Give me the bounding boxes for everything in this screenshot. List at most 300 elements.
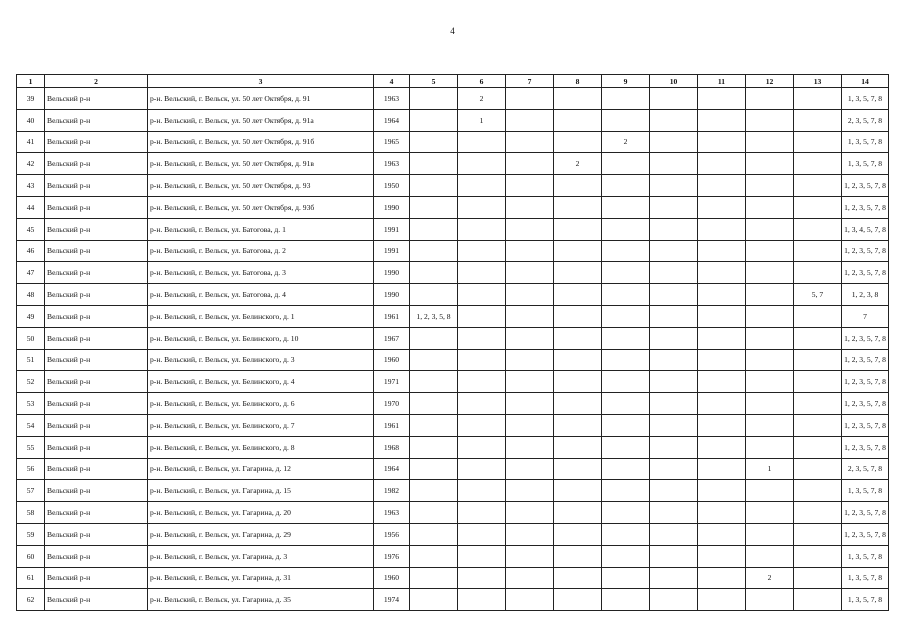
cell-col-9 [602,523,650,545]
cell-col-14: 1, 2, 3, 5, 7, 8 [842,240,889,262]
cell-col-13 [794,458,842,480]
table-row [17,196,889,218]
cell-col-3: р-н. Вельский, г. Вельск, ул. 50 лет Октября, д. 91 [148,88,374,110]
cell-col-4: 1982 [374,480,410,502]
cell-col-8 [554,480,602,502]
cell-col-11 [698,218,746,240]
cell-col-6 [458,305,506,327]
cell-col-4: 1971 [374,371,410,393]
cell-col-14: 1, 3, 5, 7, 8 [842,88,889,110]
cell-col-2: Вельский р-н [45,218,148,240]
cell-col-10 [650,218,698,240]
cell-col-11 [698,371,746,393]
cell-col-2: Вельский р-н [45,327,148,349]
cell-col-14: 1, 2, 3, 5, 7, 8 [842,175,889,197]
cell-col-2: Вельский р-н [45,545,148,567]
cell-col-3: р-н. Вельский, г. Вельск, ул. Гагарина, д. 29 [148,523,374,545]
cell-col-2: Вельский р-н [45,458,148,480]
cell-col-7 [506,109,554,131]
cell-col-10 [650,284,698,306]
cell-col-6 [458,436,506,458]
cell-col-14: 1, 2, 3, 5, 7, 8 [842,349,889,371]
cell-col-11 [698,349,746,371]
cell-col-2: Вельский р-н [45,175,148,197]
cell-col-9 [602,262,650,284]
cell-col-12 [746,371,794,393]
cell-col-2: Вельский р-н [45,153,148,175]
cell-col-5 [410,175,458,197]
cell-col-12 [746,175,794,197]
cell-col-13 [794,414,842,436]
cell-col-6: 2 [458,88,506,110]
column-header-3: 3 [148,75,374,88]
cell-col-7 [506,436,554,458]
cell-col-9 [602,458,650,480]
column-header-2: 2 [45,75,148,88]
cell-col-11 [698,196,746,218]
cell-col-5 [410,589,458,611]
column-header-1: 1 [17,75,45,88]
cell-col-10 [650,196,698,218]
cell-col-7 [506,284,554,306]
column-header-4: 4 [374,75,410,88]
cell-col-3: р-н. Вельский, г. Вельск, ул. Гагарина, д. 35 [148,589,374,611]
cell-col-6 [458,458,506,480]
cell-col-10 [650,305,698,327]
cell-col-11 [698,327,746,349]
cell-col-5 [410,131,458,153]
cell-col-9 [602,589,650,611]
cell-col-13 [794,196,842,218]
table-row [17,284,889,306]
cell-col-8 [554,196,602,218]
cell-col-1: 60 [17,545,45,567]
cell-col-1: 44 [17,196,45,218]
cell-col-1: 47 [17,262,45,284]
column-header-6: 6 [458,75,506,88]
cell-col-12: 2 [746,567,794,589]
cell-col-5: 1, 2, 3, 5, 8 [410,305,458,327]
cell-col-10 [650,153,698,175]
cell-col-1: 54 [17,414,45,436]
cell-col-1: 50 [17,327,45,349]
cell-col-12 [746,327,794,349]
cell-col-12 [746,523,794,545]
cell-col-10 [650,545,698,567]
cell-col-4: 1974 [374,589,410,611]
cell-col-6 [458,480,506,502]
cell-col-12: 1 [746,458,794,480]
cell-col-7 [506,196,554,218]
cell-col-8 [554,262,602,284]
cell-col-5 [410,109,458,131]
cell-col-13: 5, 7 [794,284,842,306]
cell-col-7 [506,480,554,502]
cell-col-6 [458,262,506,284]
cell-col-3: р-н. Вельский, г. Вельск, ул. Белинского, д. 1 [148,305,374,327]
cell-col-14: 1, 3, 5, 7, 8 [842,567,889,589]
cell-col-9 [602,88,650,110]
cell-col-14: 1, 2, 3, 5, 7, 8 [842,414,889,436]
cell-col-3: р-н. Вельский, г. Вельск, ул. 50 лет Октября, д. 91а [148,109,374,131]
cell-col-11 [698,523,746,545]
cell-col-13 [794,88,842,110]
cell-col-9 [602,284,650,306]
cell-col-2: Вельский р-н [45,567,148,589]
cell-col-12 [746,88,794,110]
cell-col-6 [458,502,506,524]
cell-col-13 [794,327,842,349]
cell-col-6 [458,545,506,567]
cell-col-2: Вельский р-н [45,371,148,393]
cell-col-5 [410,436,458,458]
cell-col-5 [410,567,458,589]
cell-col-10 [650,502,698,524]
cell-col-5 [410,371,458,393]
table-row [17,436,889,458]
cell-col-1: 40 [17,109,45,131]
cell-col-7 [506,502,554,524]
cell-col-5 [410,284,458,306]
cell-col-9 [602,480,650,502]
cell-col-12 [746,196,794,218]
cell-col-7 [506,305,554,327]
cell-col-5 [410,349,458,371]
cell-col-13 [794,567,842,589]
cell-col-6 [458,153,506,175]
cell-col-14: 1, 3, 5, 7, 8 [842,153,889,175]
cell-col-12 [746,349,794,371]
cell-col-2: Вельский р-н [45,414,148,436]
cell-col-5 [410,502,458,524]
cell-col-8 [554,284,602,306]
cell-col-9 [602,218,650,240]
table-row [17,567,889,589]
cell-col-10 [650,371,698,393]
column-header-14: 14 [842,75,889,88]
cell-col-14: 2, 3, 5, 7, 8 [842,458,889,480]
cell-col-7 [506,327,554,349]
cell-col-10 [650,131,698,153]
cell-col-11 [698,175,746,197]
cell-col-11 [698,88,746,110]
cell-col-4: 1961 [374,305,410,327]
cell-col-13 [794,218,842,240]
cell-col-14: 1, 2, 3, 8 [842,284,889,306]
cell-col-12 [746,393,794,415]
cell-col-14: 1, 3, 5, 7, 8 [842,589,889,611]
cell-col-5 [410,414,458,436]
cell-col-4: 1956 [374,523,410,545]
cell-col-11 [698,284,746,306]
cell-col-13 [794,109,842,131]
cell-col-4: 1963 [374,88,410,110]
table-body [17,88,889,611]
cell-col-9 [602,327,650,349]
cell-col-5 [410,262,458,284]
cell-col-1: 59 [17,523,45,545]
cell-col-9 [602,175,650,197]
cell-col-7 [506,349,554,371]
cell-col-1: 45 [17,218,45,240]
cell-col-4: 1976 [374,545,410,567]
cell-col-13 [794,305,842,327]
cell-col-9: 2 [602,131,650,153]
cell-col-3: р-н. Вельский, г. Вельск, ул. 50 лет Октября, д. 93б [148,196,374,218]
cell-col-6: 1 [458,109,506,131]
column-header-5: 5 [410,75,458,88]
cell-col-5 [410,545,458,567]
cell-col-9 [602,567,650,589]
cell-col-13 [794,523,842,545]
cell-col-10 [650,240,698,262]
table-row [17,589,889,611]
table-row [17,305,889,327]
cell-col-8 [554,131,602,153]
cell-col-6 [458,218,506,240]
cell-col-4: 1968 [374,436,410,458]
cell-col-7 [506,153,554,175]
cell-col-11 [698,393,746,415]
cell-col-12 [746,240,794,262]
cell-col-6 [458,175,506,197]
cell-col-1: 61 [17,567,45,589]
cell-col-8 [554,240,602,262]
table-row [17,240,889,262]
cell-col-2: Вельский р-н [45,436,148,458]
cell-col-11 [698,153,746,175]
cell-col-5 [410,523,458,545]
cell-col-11 [698,240,746,262]
cell-col-3: р-н. Вельский, г. Вельск, ул. Гагарина, д. 3 [148,545,374,567]
cell-col-2: Вельский р-н [45,589,148,611]
cell-col-4: 1964 [374,458,410,480]
column-header-8: 8 [554,75,602,88]
cell-col-11 [698,502,746,524]
cell-col-5 [410,393,458,415]
cell-col-8 [554,436,602,458]
cell-col-3: р-н. Вельский, г. Вельск, ул. Гагарина, д. 12 [148,458,374,480]
cell-col-14: 1, 2, 3, 5, 7, 8 [842,502,889,524]
cell-col-9 [602,436,650,458]
table-row [17,349,889,371]
cell-col-14: 1, 2, 3, 5, 7, 8 [842,523,889,545]
cell-col-1: 52 [17,371,45,393]
cell-col-7 [506,414,554,436]
cell-col-11 [698,305,746,327]
cell-col-13 [794,436,842,458]
cell-col-12 [746,262,794,284]
cell-col-14: 1, 2, 3, 5, 7, 8 [842,393,889,415]
cell-col-7 [506,545,554,567]
cell-col-2: Вельский р-н [45,393,148,415]
cell-col-11 [698,545,746,567]
cell-col-7 [506,88,554,110]
cell-col-14: 1, 2, 3, 5, 7, 8 [842,196,889,218]
table-row [17,88,889,110]
cell-col-3: р-н. Вельский, г. Вельск, ул. Батогова, д. 3 [148,262,374,284]
cell-col-6 [458,589,506,611]
cell-col-4: 1950 [374,175,410,197]
cell-col-3: р-н. Вельский, г. Вельск, ул. Батогова, д. 2 [148,240,374,262]
cell-col-4: 1967 [374,327,410,349]
cell-col-2: Вельский р-н [45,305,148,327]
cell-col-9 [602,240,650,262]
cell-col-4: 1991 [374,218,410,240]
table-row [17,371,889,393]
cell-col-2: Вельский р-н [45,262,148,284]
cell-col-9 [602,393,650,415]
cell-col-8 [554,589,602,611]
cell-col-10 [650,436,698,458]
table-row [17,502,889,524]
cell-col-2: Вельский р-н [45,196,148,218]
cell-col-14: 1, 2, 3, 5, 7, 8 [842,436,889,458]
cell-col-4: 1963 [374,153,410,175]
cell-col-1: 57 [17,480,45,502]
cell-col-2: Вельский р-н [45,349,148,371]
cell-col-14: 1, 2, 3, 5, 7, 8 [842,327,889,349]
cell-col-8 [554,175,602,197]
cell-col-7 [506,240,554,262]
cell-col-13 [794,480,842,502]
table-row [17,393,889,415]
cell-col-4: 1960 [374,567,410,589]
cell-col-8 [554,545,602,567]
cell-col-1: 51 [17,349,45,371]
cell-col-9 [602,109,650,131]
cell-col-11 [698,131,746,153]
cell-col-4: 1990 [374,196,410,218]
cell-col-9 [602,305,650,327]
cell-col-13 [794,262,842,284]
cell-col-3: р-н. Вельский, г. Вельск, ул. Гагарина, д. 31 [148,567,374,589]
cell-col-3: р-н. Вельский, г. Вельск, ул. Белинского, д. 8 [148,436,374,458]
cell-col-10 [650,480,698,502]
cell-col-13 [794,349,842,371]
cell-col-4: 1960 [374,349,410,371]
cell-col-6 [458,371,506,393]
cell-col-11 [698,567,746,589]
cell-col-3: р-н. Вельский, г. Вельск, ул. Белинского, д. 7 [148,414,374,436]
cell-col-14: 1, 3, 5, 7, 8 [842,480,889,502]
cell-col-7 [506,175,554,197]
column-header-13: 13 [794,75,842,88]
cell-col-9 [602,196,650,218]
cell-col-10 [650,349,698,371]
cell-col-10 [650,567,698,589]
cell-col-3: р-н. Вельский, г. Вельск, ул. Белинского, д. 10 [148,327,374,349]
cell-col-3: р-н. Вельский, г. Вельск, ул. 50 лет Октября, д. 91в [148,153,374,175]
cell-col-9 [602,414,650,436]
cell-col-8 [554,523,602,545]
cell-col-6 [458,131,506,153]
cell-col-3: р-н. Вельский, г. Вельск, ул. Батогова, д. 1 [148,218,374,240]
cell-col-12 [746,502,794,524]
cell-col-1: 49 [17,305,45,327]
cell-col-8 [554,371,602,393]
cell-col-5 [410,196,458,218]
cell-col-4: 1964 [374,109,410,131]
cell-col-13 [794,175,842,197]
cell-col-14: 2, 3, 5, 7, 8 [842,109,889,131]
cell-col-12 [746,545,794,567]
table-row [17,153,889,175]
cell-col-3: р-н. Вельский, г. Вельск, ул. Гагарина, д. 15 [148,480,374,502]
cell-col-6 [458,393,506,415]
cell-col-13 [794,153,842,175]
cell-col-6 [458,414,506,436]
cell-col-12 [746,589,794,611]
cell-col-10 [650,393,698,415]
cell-col-10 [650,175,698,197]
cell-col-10 [650,327,698,349]
table-row [17,458,889,480]
column-header-10: 10 [650,75,698,88]
cell-col-14: 1, 2, 3, 5, 7, 8 [842,262,889,284]
cell-col-9 [602,371,650,393]
cell-col-1: 46 [17,240,45,262]
cell-col-8: 2 [554,153,602,175]
cell-col-8 [554,88,602,110]
cell-col-3: р-н. Вельский, г. Вельск, ул. 50 лет Октября, д. 91б [148,131,374,153]
cell-col-8 [554,327,602,349]
column-header-11: 11 [698,75,746,88]
cell-col-8 [554,502,602,524]
register-table [16,74,889,611]
cell-col-5 [410,218,458,240]
cell-col-3: р-н. Вельский, г. Вельск, ул. Белинского, д. 4 [148,371,374,393]
cell-col-1: 58 [17,502,45,524]
cell-col-1: 41 [17,131,45,153]
cell-col-13 [794,502,842,524]
cell-col-12 [746,436,794,458]
cell-col-11 [698,458,746,480]
cell-col-6 [458,240,506,262]
cell-col-11 [698,436,746,458]
cell-col-13 [794,393,842,415]
cell-col-5 [410,458,458,480]
cell-col-10 [650,458,698,480]
cell-col-10 [650,262,698,284]
table-row [17,175,889,197]
cell-col-14: 1, 3, 5, 7, 8 [842,545,889,567]
table-row [17,414,889,436]
cell-col-11 [698,480,746,502]
cell-col-11 [698,414,746,436]
table-row [17,523,889,545]
cell-col-7 [506,262,554,284]
cell-col-10 [650,109,698,131]
table-row [17,545,889,567]
cell-col-3: р-н. Вельский, г. Вельск, ул. Батогова, д. 4 [148,284,374,306]
cell-col-12 [746,480,794,502]
cell-col-8 [554,393,602,415]
table-row [17,480,889,502]
cell-col-4: 1990 [374,284,410,306]
cell-col-12 [746,305,794,327]
cell-col-7 [506,523,554,545]
cell-col-10 [650,88,698,110]
cell-col-6 [458,284,506,306]
cell-col-14: 7 [842,305,889,327]
cell-col-3: р-н. Вельский, г. Вельск, ул. 50 лет Октября, д. 93 [148,175,374,197]
cell-col-8 [554,414,602,436]
cell-col-5 [410,240,458,262]
cell-col-4: 1990 [374,262,410,284]
cell-col-8 [554,567,602,589]
cell-col-10 [650,414,698,436]
